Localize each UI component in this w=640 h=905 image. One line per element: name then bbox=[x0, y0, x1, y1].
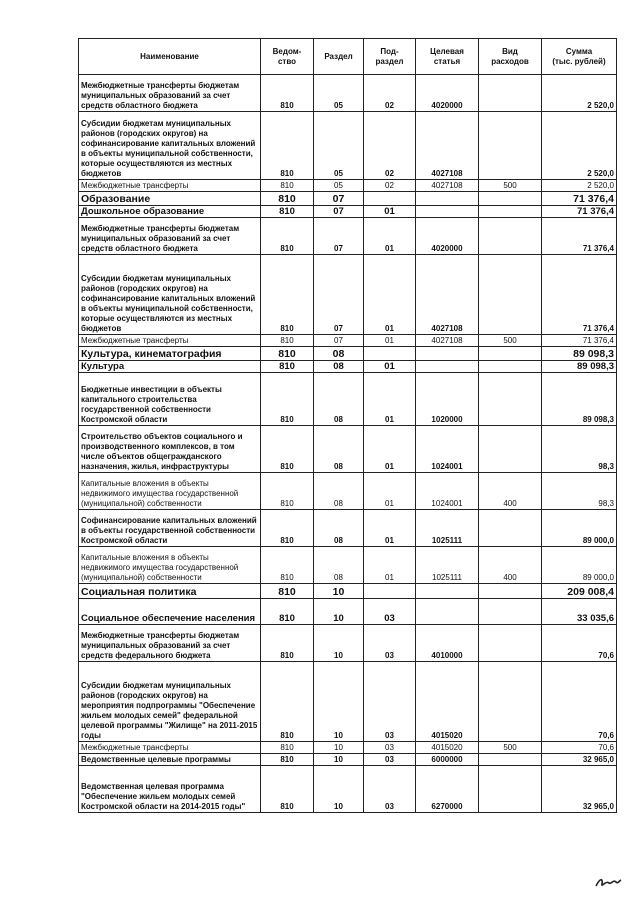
cell-sum: 209 008,4 bbox=[542, 584, 617, 599]
cell-sum: 89 000,0 bbox=[542, 547, 617, 584]
table-row bbox=[79, 766, 617, 813]
cell-name: Социальное обеспечение населения bbox=[79, 599, 261, 625]
table-row bbox=[79, 625, 617, 662]
cell-section: 07 bbox=[314, 218, 364, 255]
table-row bbox=[79, 547, 617, 584]
cell-sum: 89 098,3 bbox=[542, 347, 617, 361]
cell-dept: 810 bbox=[261, 510, 314, 547]
cell-subsection: 03 bbox=[364, 766, 416, 813]
cell-sum: 2 520,0 bbox=[542, 112, 617, 180]
cell-section: 10 bbox=[314, 599, 364, 625]
cell-subsection: 01 bbox=[364, 510, 416, 547]
cell-name: Межбюджетные трансферты bbox=[79, 742, 261, 754]
cell-dept: 810 bbox=[261, 75, 314, 112]
cell-dept: 810 bbox=[261, 625, 314, 662]
cell-subsection: 01 bbox=[364, 218, 416, 255]
cell-name: Субсидии бюджетам муниципальных районов (городских округов) на софинансирование капитальных вложений в объекты муниципальной собственности, которые осуществляются из местных бюджетов bbox=[79, 112, 261, 180]
cell-article: 4020000 bbox=[416, 75, 479, 112]
cell-section: 07 bbox=[314, 192, 364, 206]
cell-sum: 2 520,0 bbox=[542, 180, 617, 192]
cell-sum: 32 965,0 bbox=[542, 766, 617, 813]
cell-subsection: 01 bbox=[364, 373, 416, 426]
table-row bbox=[79, 255, 617, 335]
cell-section: 08 bbox=[314, 547, 364, 584]
cell-section: 10 bbox=[314, 625, 364, 662]
table-row bbox=[79, 373, 617, 426]
cell-article: 1025111 bbox=[416, 510, 479, 547]
cell-subsection: 01 bbox=[364, 547, 416, 584]
cell-sum: 32 965,0 bbox=[542, 754, 617, 766]
cell-subsection: 01 bbox=[364, 426, 416, 473]
cell-subsection bbox=[364, 584, 416, 599]
cell-article: 1024001 bbox=[416, 473, 479, 510]
cell-name: Бюджетные инвестиции в объекты капитального строительства государственной собственности Костромской области bbox=[79, 373, 261, 426]
cell-name: Культура, кинематография bbox=[79, 347, 261, 361]
cell-name: Межбюджетные трансферты бюджетам муниципальных образований за счет средств федерального бюджета bbox=[79, 625, 261, 662]
cell-article bbox=[416, 599, 479, 625]
cell-section: 08 bbox=[314, 473, 364, 510]
table-row bbox=[79, 473, 617, 510]
table-row bbox=[79, 218, 617, 255]
cell-article: 6270000 bbox=[416, 766, 479, 813]
cell-sum: 2 520,0 bbox=[542, 75, 617, 112]
cell-article: 1024001 bbox=[416, 426, 479, 473]
cell-article bbox=[416, 347, 479, 361]
cell-subsection: 01 bbox=[364, 473, 416, 510]
cell-name: Ведомственная целевая программа "Обеспечение жильем молодых семей Костромской области на 2014-2015 годы" bbox=[79, 766, 261, 813]
cell-expense-type: 500 bbox=[479, 180, 542, 192]
header-expense-type: Вид расходов bbox=[479, 39, 542, 75]
cell-dept: 810 bbox=[261, 742, 314, 754]
cell-name: Культура bbox=[79, 361, 261, 373]
table-row bbox=[79, 112, 617, 180]
cell-subsection: 02 bbox=[364, 75, 416, 112]
cell-name: Дошкольное образование bbox=[79, 206, 261, 218]
cell-sum: 70,6 bbox=[542, 662, 617, 742]
table-row bbox=[79, 361, 617, 373]
cell-subsection: 03 bbox=[364, 599, 416, 625]
cell-dept: 810 bbox=[261, 599, 314, 625]
table-row bbox=[79, 754, 617, 766]
cell-sum: 71 376,4 bbox=[542, 255, 617, 335]
cell-article bbox=[416, 206, 479, 218]
cell-expense-type bbox=[479, 255, 542, 335]
cell-expense-type bbox=[479, 192, 542, 206]
cell-name: Социальная политика bbox=[79, 584, 261, 599]
cell-section: 08 bbox=[314, 361, 364, 373]
cell-article bbox=[416, 584, 479, 599]
cell-section: 07 bbox=[314, 206, 364, 218]
table-row bbox=[79, 192, 617, 206]
cell-section: 08 bbox=[314, 347, 364, 361]
cell-sum: 71 376,4 bbox=[542, 218, 617, 255]
cell-section: 05 bbox=[314, 75, 364, 112]
cell-section: 10 bbox=[314, 766, 364, 813]
cell-expense-type bbox=[479, 347, 542, 361]
cell-expense-type bbox=[479, 206, 542, 218]
cell-section: 07 bbox=[314, 335, 364, 347]
cell-subsection: 01 bbox=[364, 361, 416, 373]
header-name: Наименование bbox=[79, 39, 261, 75]
cell-name: Капитальные вложения в объекты недвижимого имущества государственной (муниципальной) собственности bbox=[79, 473, 261, 510]
header-sum: Сумма (тыс. рублей) bbox=[542, 39, 617, 75]
cell-article: 4015020 bbox=[416, 662, 479, 742]
cell-subsection: 01 bbox=[364, 335, 416, 347]
cell-article: 4027108 bbox=[416, 255, 479, 335]
cell-section: 10 bbox=[314, 662, 364, 742]
cell-sum: 89 098,3 bbox=[542, 361, 617, 373]
cell-dept: 810 bbox=[261, 218, 314, 255]
cell-sum: 98,3 bbox=[542, 426, 617, 473]
table-row bbox=[79, 662, 617, 742]
header-article: Целевая статья bbox=[416, 39, 479, 75]
cell-dept: 810 bbox=[261, 766, 314, 813]
cell-sum: 98,3 bbox=[542, 473, 617, 510]
cell-expense-type: 400 bbox=[479, 547, 542, 584]
table-row bbox=[79, 347, 617, 361]
handwritten-mark bbox=[594, 874, 622, 890]
cell-dept: 810 bbox=[261, 361, 314, 373]
cell-dept: 810 bbox=[261, 192, 314, 206]
cell-article: 1020000 bbox=[416, 373, 479, 426]
cell-subsection: 02 bbox=[364, 180, 416, 192]
cell-name: Строительство объектов социального и производственного комплексов, в том числе объектов общегражданского назначения, жилья, инфраструктуры bbox=[79, 426, 261, 473]
cell-sum: 89 000,0 bbox=[542, 510, 617, 547]
cell-expense-type bbox=[479, 510, 542, 547]
cell-dept: 810 bbox=[261, 180, 314, 192]
cell-subsection: 03 bbox=[364, 662, 416, 742]
cell-article: 4027108 bbox=[416, 112, 479, 180]
cell-sum: 89 098,3 bbox=[542, 373, 617, 426]
header-section: Раздел bbox=[314, 39, 364, 75]
table-row bbox=[79, 206, 617, 218]
table-row bbox=[79, 510, 617, 547]
cell-name: Образование bbox=[79, 192, 261, 206]
cell-section: 08 bbox=[314, 373, 364, 426]
cell-expense-type bbox=[479, 625, 542, 662]
cell-dept: 810 bbox=[261, 347, 314, 361]
cell-name: Межбюджетные трансферты bbox=[79, 180, 261, 192]
cell-name: Софинансирование капитальных вложений в объекты государственной собственности Костромской области bbox=[79, 510, 261, 547]
cell-sum: 71 376,4 bbox=[542, 206, 617, 218]
cell-sum: 33 035,6 bbox=[542, 599, 617, 625]
cell-subsection: 03 bbox=[364, 754, 416, 766]
cell-subsection bbox=[364, 192, 416, 206]
cell-sum: 70,6 bbox=[542, 742, 617, 754]
table-row bbox=[79, 180, 617, 192]
cell-name: Субсидии бюджетам муниципальных районов (городских округов) на софинансирование капитальных вложений в объекты муниципальной собственности, которые осуществляются из местных бюджетов bbox=[79, 255, 261, 335]
cell-subsection: 01 bbox=[364, 255, 416, 335]
cell-article: 4015020 bbox=[416, 742, 479, 754]
cell-expense-type bbox=[479, 662, 542, 742]
cell-dept: 810 bbox=[261, 426, 314, 473]
cell-name: Капитальные вложения в объекты недвижимого имущества государственной (муниципальной) собственности bbox=[79, 547, 261, 584]
cell-dept: 810 bbox=[261, 754, 314, 766]
cell-dept: 810 bbox=[261, 112, 314, 180]
cell-subsection: 03 bbox=[364, 625, 416, 662]
cell-section: 08 bbox=[314, 426, 364, 473]
cell-dept: 810 bbox=[261, 373, 314, 426]
cell-name: Ведомственные целевые программы bbox=[79, 754, 261, 766]
cell-subsection: 03 bbox=[364, 742, 416, 754]
cell-dept: 810 bbox=[261, 206, 314, 218]
budget-table bbox=[78, 38, 617, 813]
cell-expense-type bbox=[479, 766, 542, 813]
cell-article: 4010000 bbox=[416, 625, 479, 662]
cell-expense-type: 500 bbox=[479, 335, 542, 347]
table-row bbox=[79, 75, 617, 112]
cell-expense-type bbox=[479, 754, 542, 766]
cell-expense-type bbox=[479, 599, 542, 625]
cell-section: 10 bbox=[314, 742, 364, 754]
cell-expense-type bbox=[479, 75, 542, 112]
cell-expense-type bbox=[479, 373, 542, 426]
cell-sum: 71 376,4 bbox=[542, 192, 617, 206]
cell-article: 4020000 bbox=[416, 218, 479, 255]
cell-expense-type bbox=[479, 218, 542, 255]
cell-article: 6000000 bbox=[416, 754, 479, 766]
cell-expense-type bbox=[479, 112, 542, 180]
table-row bbox=[79, 584, 617, 599]
cell-article: 4027108 bbox=[416, 180, 479, 192]
cell-expense-type: 500 bbox=[479, 742, 542, 754]
cell-expense-type bbox=[479, 361, 542, 373]
cell-dept: 810 bbox=[261, 473, 314, 510]
cell-dept: 810 bbox=[261, 662, 314, 742]
cell-section: 05 bbox=[314, 112, 364, 180]
table-row bbox=[79, 599, 617, 625]
cell-subsection bbox=[364, 347, 416, 361]
table-row bbox=[79, 742, 617, 754]
cell-expense-type bbox=[479, 584, 542, 599]
table-header-row bbox=[79, 39, 617, 75]
cell-subsection: 01 bbox=[364, 206, 416, 218]
cell-sum: 70,6 bbox=[542, 625, 617, 662]
cell-article bbox=[416, 192, 479, 206]
cell-dept: 810 bbox=[261, 255, 314, 335]
cell-article bbox=[416, 361, 479, 373]
cell-dept: 810 bbox=[261, 584, 314, 599]
cell-section: 05 bbox=[314, 180, 364, 192]
cell-name: Межбюджетные трансферты бюджетам муниципальных образований за счет средств областного бюджета bbox=[79, 75, 261, 112]
cell-name: Межбюджетные трансферты bbox=[79, 335, 261, 347]
table-row bbox=[79, 335, 617, 347]
cell-expense-type bbox=[479, 426, 542, 473]
cell-section: 10 bbox=[314, 754, 364, 766]
cell-expense-type: 400 bbox=[479, 473, 542, 510]
header-subsection: Под- раздел bbox=[364, 39, 416, 75]
cell-article: 4027108 bbox=[416, 335, 479, 347]
cell-section: 08 bbox=[314, 510, 364, 547]
cell-name: Межбюджетные трансферты бюджетам муниципальных образований за счет средств областного бюджета bbox=[79, 218, 261, 255]
cell-dept: 810 bbox=[261, 335, 314, 347]
cell-article: 1025111 bbox=[416, 547, 479, 584]
cell-subsection: 02 bbox=[364, 112, 416, 180]
cell-sum: 71 376,4 bbox=[542, 335, 617, 347]
table-row bbox=[79, 426, 617, 473]
cell-section: 10 bbox=[314, 584, 364, 599]
table-body bbox=[79, 75, 617, 813]
cell-dept: 810 bbox=[261, 547, 314, 584]
header-dept: Ведом- ство bbox=[261, 39, 314, 75]
cell-name: Субсидии бюджетам муниципальных районов (городских округов) на мероприятия подпрограммы "Обеспечение жильем молодых семей" федеральной целевой программы "Жилище" на 2011-2015 годы bbox=[79, 662, 261, 742]
cell-section: 07 bbox=[314, 255, 364, 335]
